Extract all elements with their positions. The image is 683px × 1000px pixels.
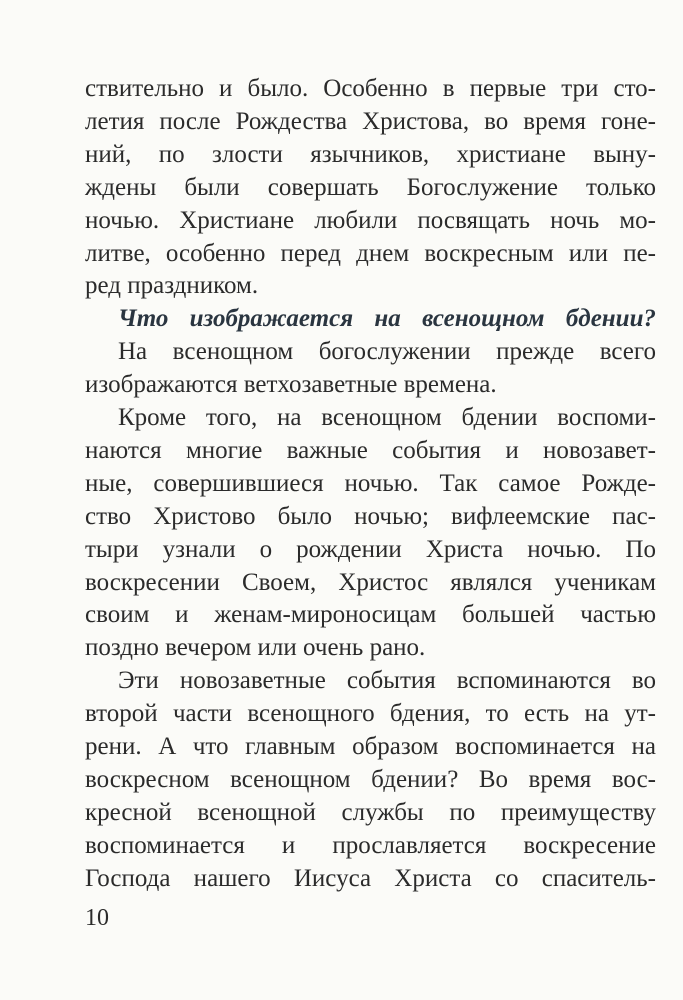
text-line: рени. А что главным образом воспоминается на: [85, 733, 656, 760]
text-line: воскресении Своем, Христос являлся ученикам: [85, 568, 656, 596]
text-line: Эти новозаветные события вспоминаются во: [118, 667, 656, 695]
section-heading: Что изображается на всенощном бдении?: [118, 305, 656, 333]
text-line: воспоминается и прославляется воскресение: [85, 831, 656, 859]
text-line: На всенощном богослужении прежде всего: [118, 338, 656, 366]
text-line: ствительно и было. Особенно в первые три сто-: [85, 75, 656, 102]
text-line: кресной всенощной службы по преимуществу: [85, 798, 656, 826]
book-page-text: [85, 0, 656, 1000]
text-line: ные, совершившиеся ночью. Так самое Рожде-: [85, 469, 656, 497]
page-number: 10: [85, 905, 109, 931]
text-line: Кроме того, на всенощном бдении воспоми-: [118, 404, 656, 431]
text-line: Господа нашего Иисуса Христа со спаситель-: [85, 864, 656, 892]
text-line: наются многие важные события и новозавет-: [85, 436, 656, 464]
text-line: своим и женам-мироносицам большей частью: [85, 601, 656, 629]
text-line: тыри узнали о рождении Христа ночью. По: [85, 535, 656, 563]
text-line: ждены были совершать Богослужение только: [85, 173, 656, 201]
text-line: второй части всенощного бдения, то есть на ут-: [85, 700, 656, 728]
text-line: литве, особенно перед днем воскресным или пе-: [85, 239, 656, 267]
text-line: летия после Рождества Христова, во время гоне-: [85, 107, 656, 135]
text-line: ред праздником.: [85, 272, 259, 300]
text-line: поздно вечером или очень рано.: [85, 634, 426, 662]
text-line: воскресном всенощном бдении? Во время вос-: [85, 765, 656, 793]
text-line: изображаются ветхозаветные времена.: [85, 371, 497, 399]
text-line: ночью. Христиане любили посвящать ночь мо-: [85, 206, 656, 234]
text-line: ство Христово было ночью; вифлеемские пас-: [85, 502, 656, 530]
text-line: ний, по злости язычников, христиане выну-: [85, 140, 656, 168]
